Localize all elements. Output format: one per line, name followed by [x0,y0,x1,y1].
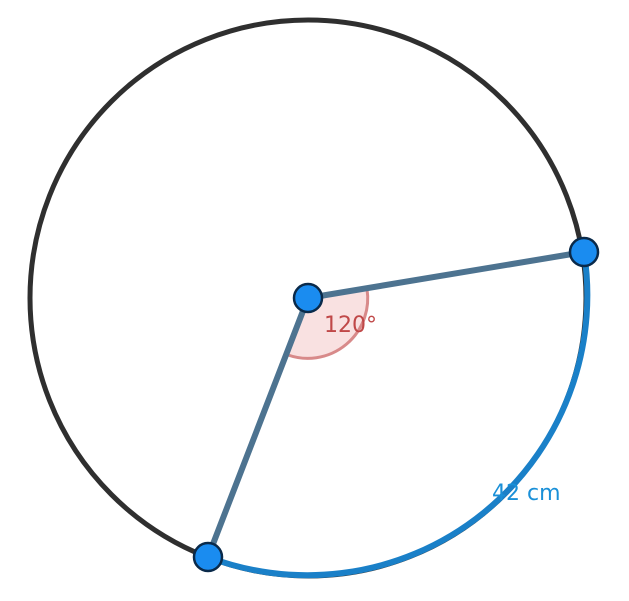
radius-to-lower-point [208,298,308,557]
central-angle-label: 120° [324,313,377,338]
radius-to-right-point [308,252,584,298]
arc-endpoint-lower[interactable] [194,543,222,571]
arc-endpoint-right[interactable] [570,238,598,266]
center-point[interactable] [294,284,322,312]
arc-length-label: 42 cm [492,481,561,506]
